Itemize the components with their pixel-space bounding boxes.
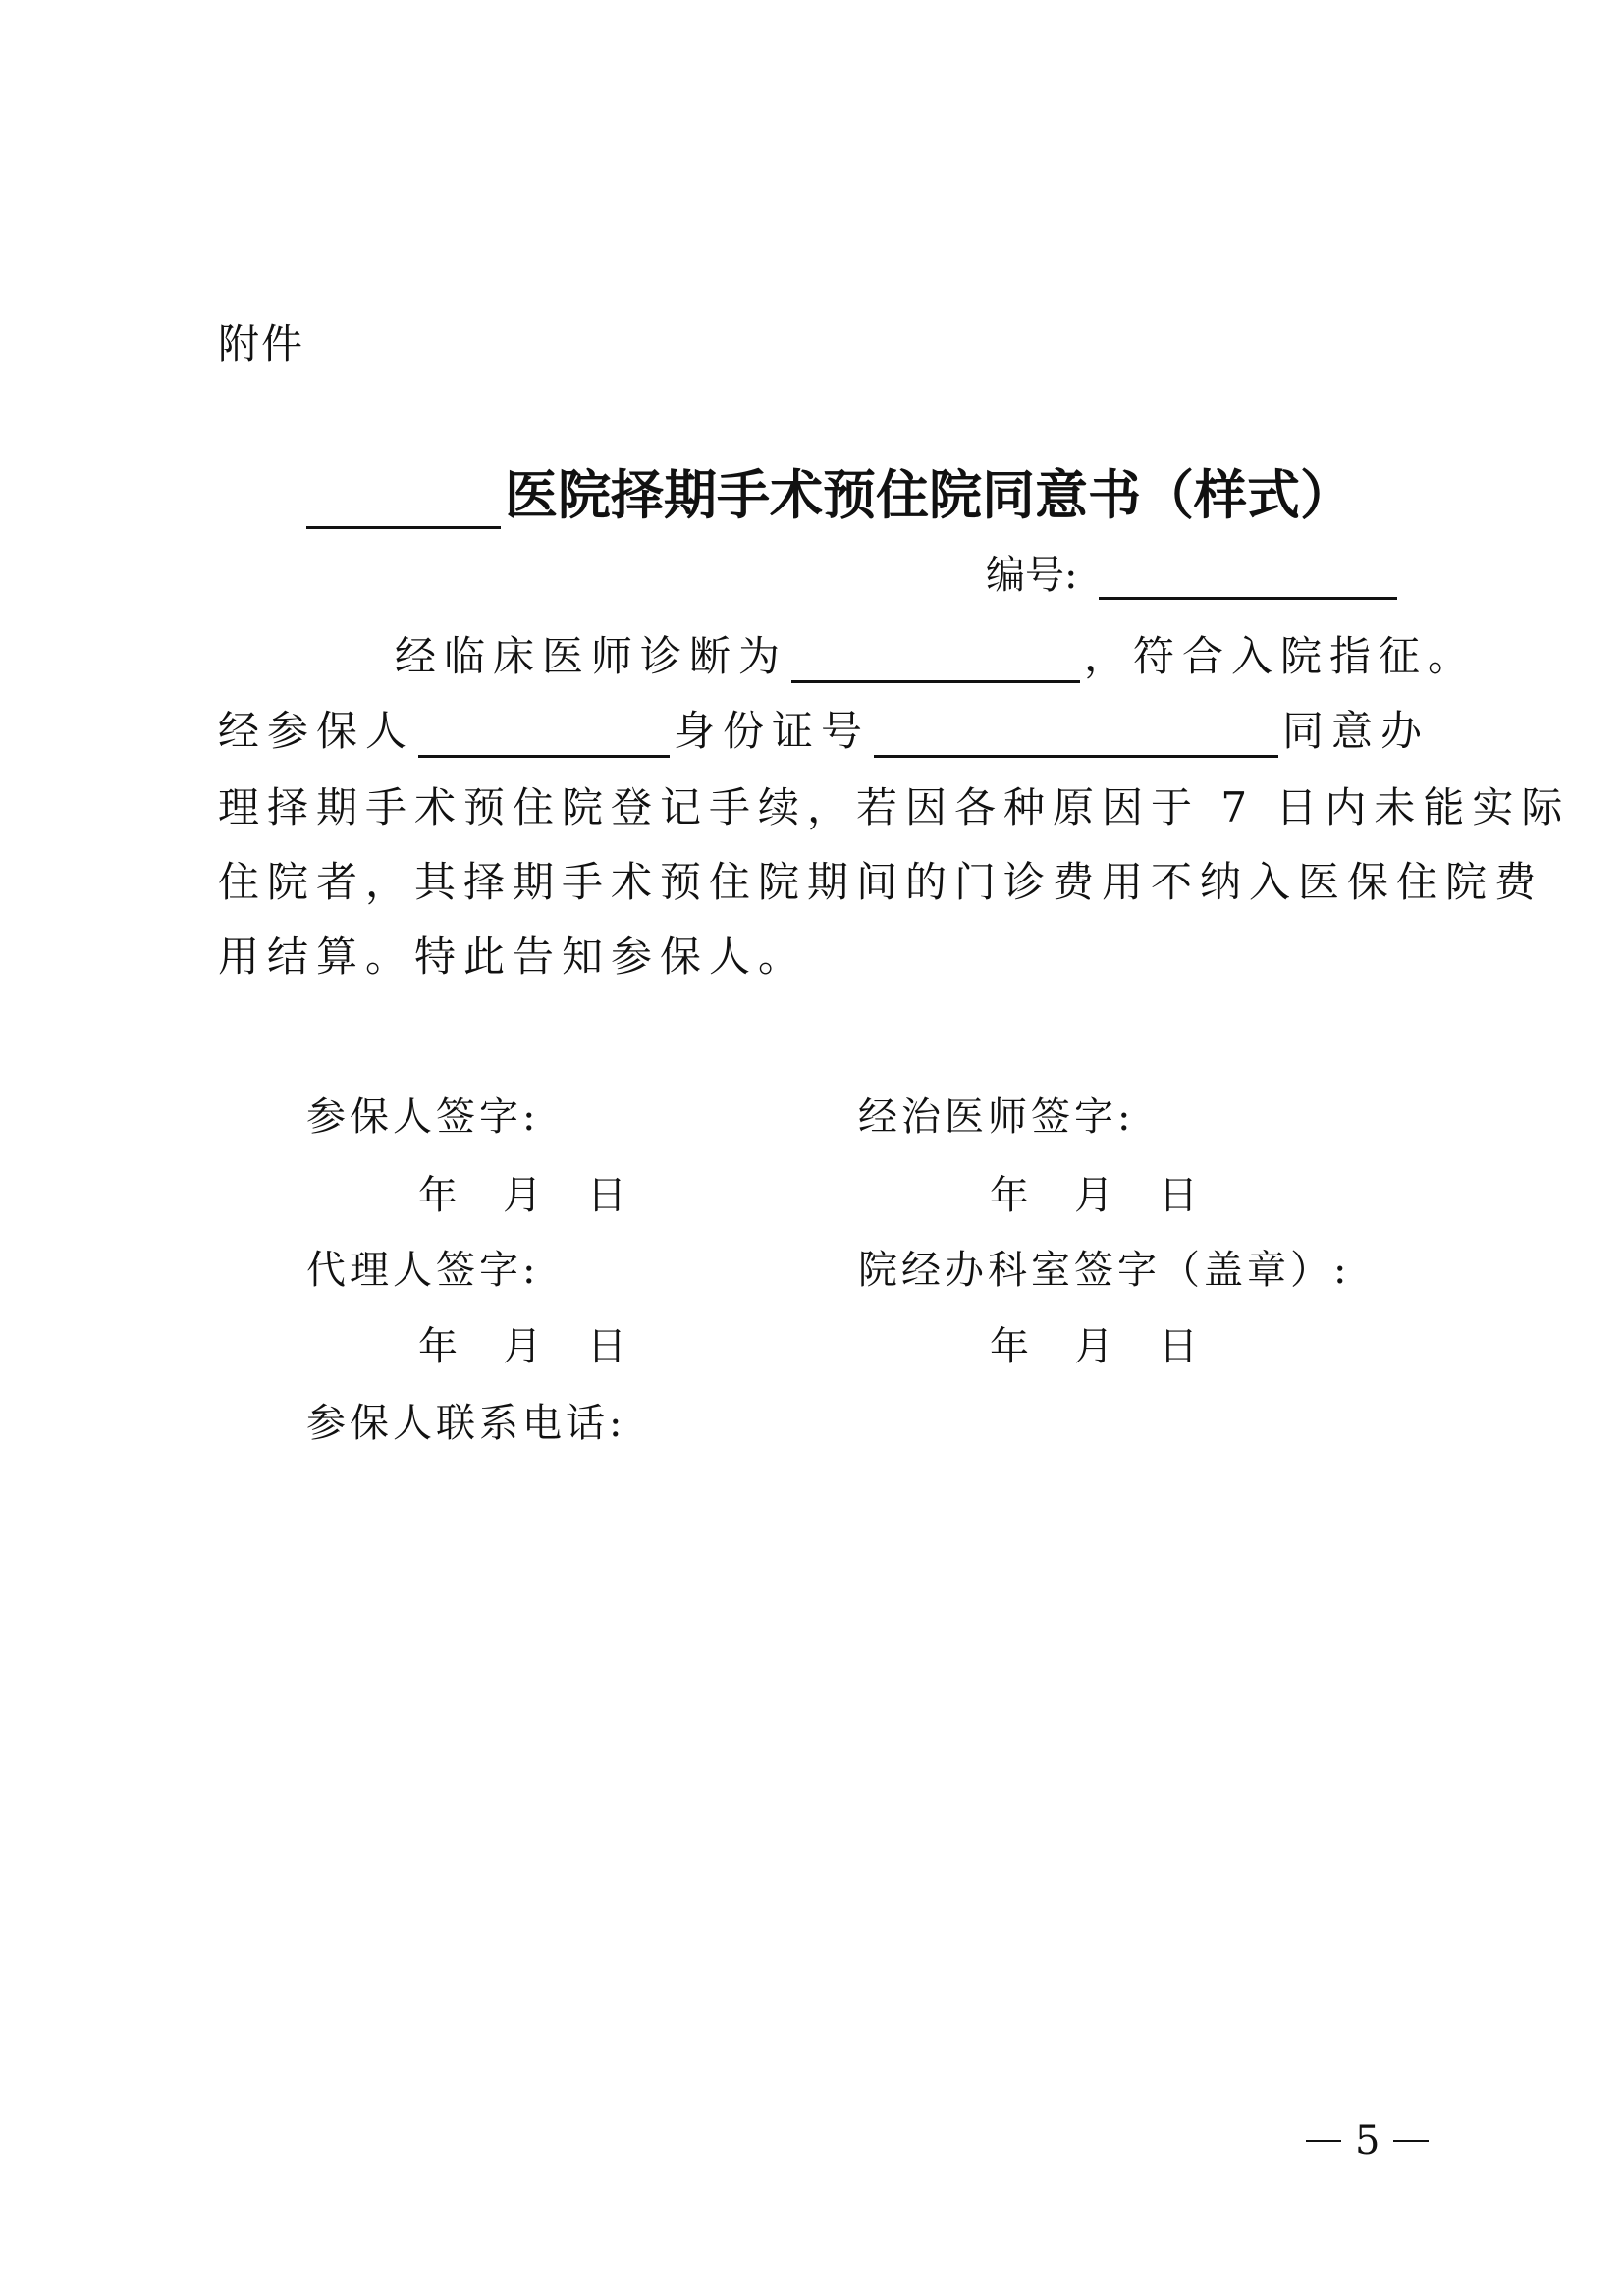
body-line-5: 用结算。特此告知参保人。	[218, 933, 808, 981]
document-title	[306, 454, 1353, 529]
insured-prefix: 经参保人	[218, 707, 415, 755]
office-signature-label: 院经办科室签字（盖章）:	[858, 1248, 1351, 1293]
day-label: 日	[587, 1324, 626, 1369]
day-label: 日	[587, 1173, 626, 1218]
day-label: 日	[1159, 1324, 1198, 1369]
year-label: 年	[418, 1324, 458, 1369]
insured-name-blank[interactable]	[418, 708, 670, 758]
serial-label: 编号:	[986, 553, 1078, 598]
diagnosis-suffix: ，符合入院指征。	[1084, 632, 1478, 680]
document-title-text: 医院择期手术预住院同意书（样式）	[505, 463, 1353, 526]
attachment-label: 附件	[218, 320, 305, 368]
id-number-label: 身份证号	[674, 707, 871, 755]
agree-text: 同意办	[1282, 707, 1431, 755]
month-label: 月	[1074, 1324, 1113, 1369]
hospital-name-blank[interactable]	[306, 469, 501, 529]
serial-number-row	[986, 544, 1397, 600]
page-dash-right	[1393, 2140, 1429, 2142]
month-label: 月	[503, 1173, 542, 1218]
body-line-1	[395, 624, 1477, 683]
page-number-value: 5	[1355, 2118, 1380, 2163]
year-label: 年	[990, 1173, 1029, 1218]
id-number-blank[interactable]	[874, 708, 1278, 758]
body-line-3: 理择期手术预住院登记手续，若因各种原因于 7 日内未能实际	[218, 783, 1571, 831]
serial-number-blank[interactable]	[1099, 550, 1397, 600]
body-line-2	[218, 699, 1430, 758]
day-label: 日	[1159, 1173, 1198, 1218]
diagnosis-blank[interactable]	[791, 633, 1080, 683]
doctor-signature-label: 经治医师签字:	[858, 1095, 1135, 1140]
year-label: 年	[990, 1324, 1029, 1369]
agent-signature-label: 代理人签字:	[306, 1248, 540, 1293]
page-dash-left	[1306, 2140, 1341, 2142]
year-label: 年	[418, 1173, 458, 1218]
body-line-4: 住院者，其择期手术预住院期间的门诊费用不纳入医保住院费	[218, 858, 1544, 906]
doctor-sign-date	[990, 1164, 1198, 1220]
agent-sign-date	[418, 1315, 626, 1371]
month-label: 月	[1074, 1173, 1113, 1218]
insured-phone-label: 参保人联系电话:	[306, 1401, 626, 1446]
insured-signature-label: 参保人签字:	[306, 1095, 540, 1140]
page-number	[1292, 2118, 1442, 2163]
diagnosis-prefix: 经临床医师诊断为	[395, 632, 788, 680]
month-label: 月	[503, 1324, 542, 1369]
insured-sign-date	[418, 1164, 626, 1220]
office-sign-date	[990, 1315, 1198, 1371]
